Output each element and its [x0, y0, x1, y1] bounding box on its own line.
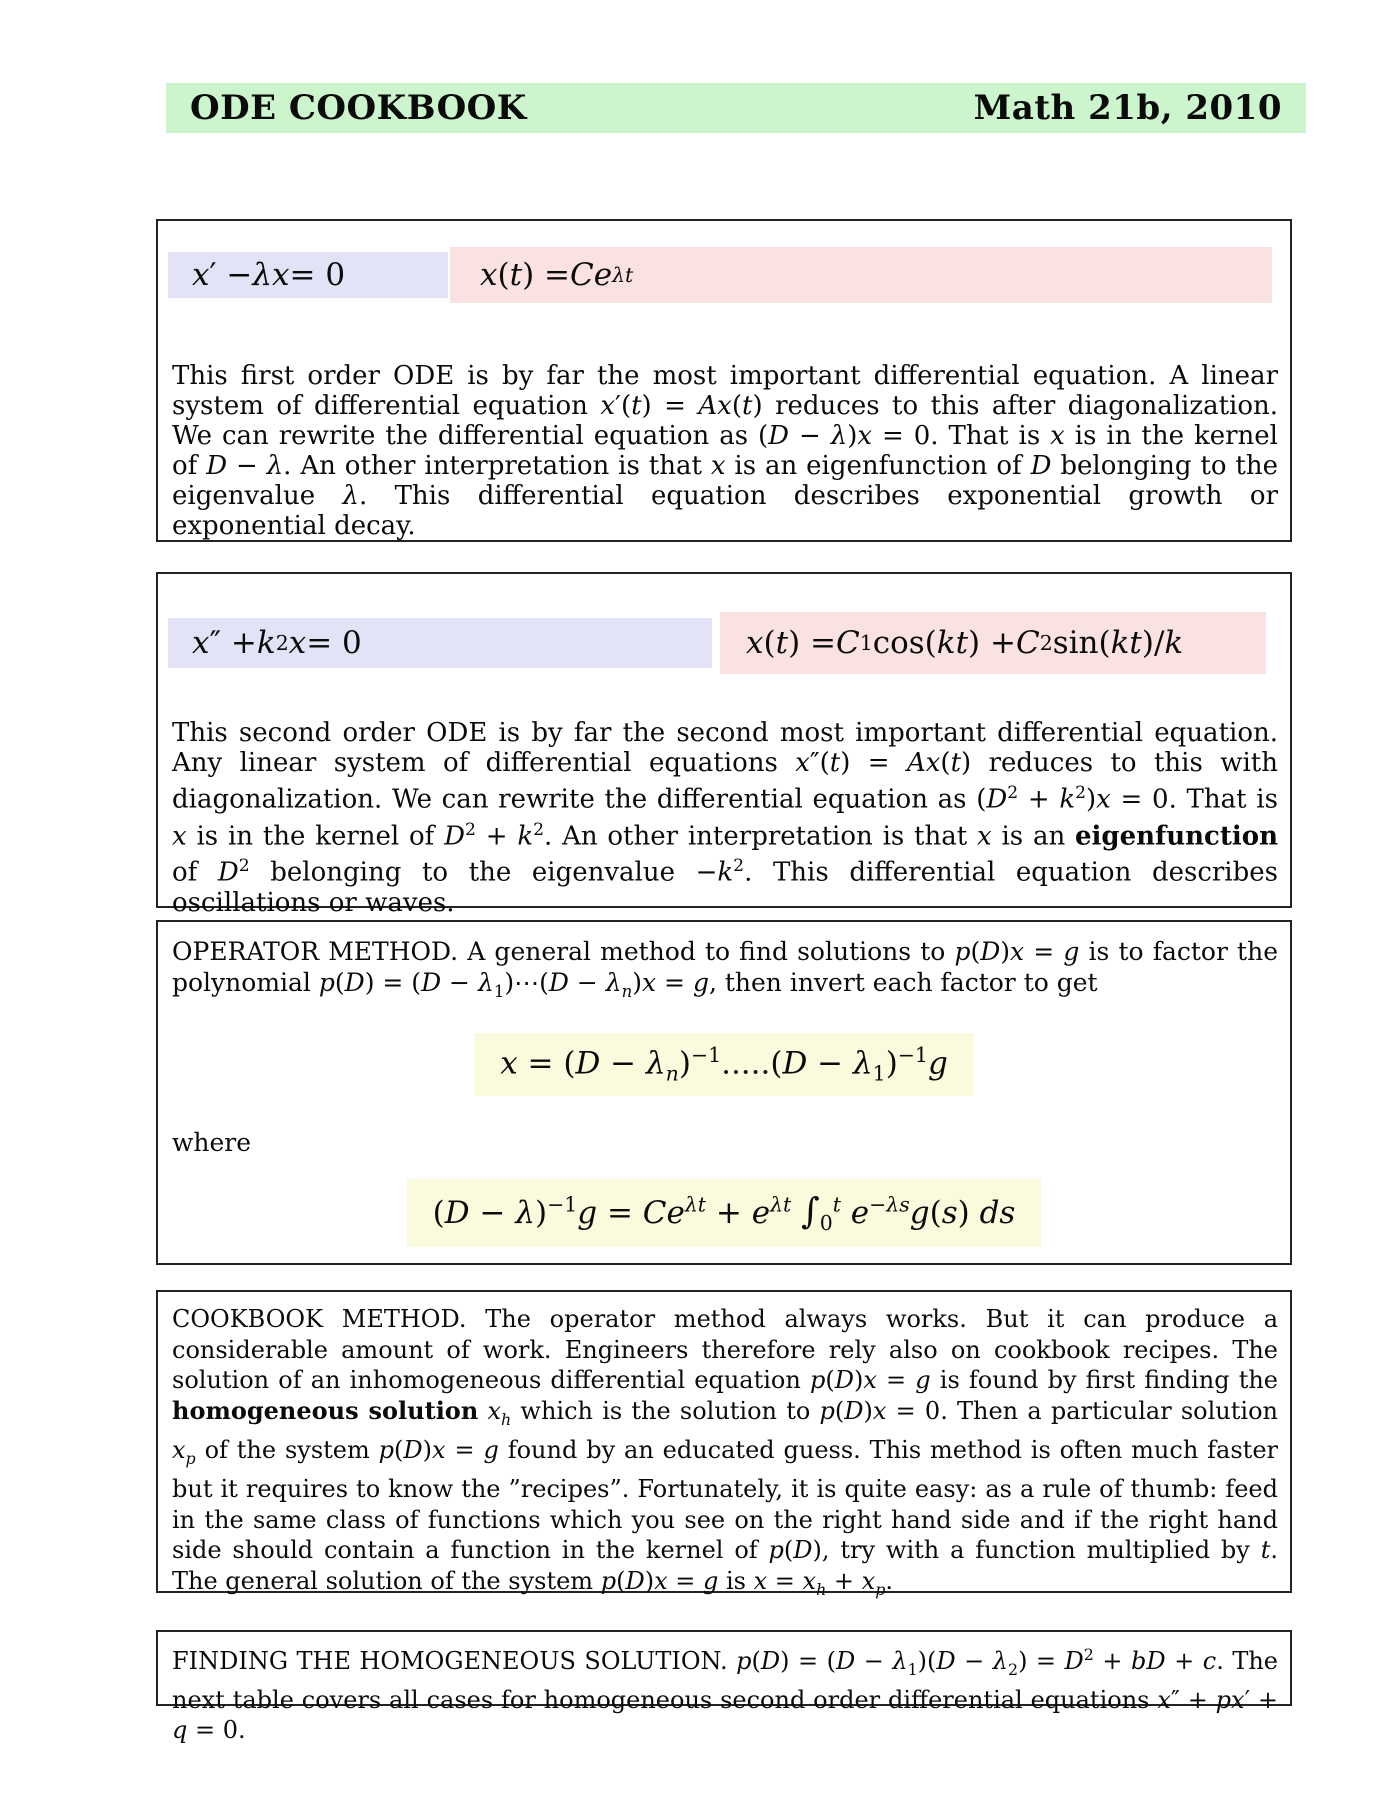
course-label: Math 21b, 2010: [973, 88, 1282, 128]
inverse-factor-formula: $(D - \lambda)^{-1}g = Ce^{\lambda t} + e^{\lambda t}$ $\int_0^t$ $e^{-\lambda s}g(s)$ ds: [407, 1179, 1042, 1247]
document-title: ODE COOKBOOK: [190, 88, 527, 128]
homogeneous-solution-description: FINDING THE HOMOGENEOUS SOLUTION. $p(D) = (D - \lambda_1)(D - \lambda_2) = D^2$ + bD + c. The next table covers all cases for homogeneous second order differential equations x″ + px′ + q = 0.: [172, 1645, 1278, 1744]
first-order-ode-section: [156, 219, 1292, 542]
first-order-equation: x ′ − λx = 0: [168, 252, 448, 298]
second-order-solution: x ( t ) = C 1 cos( kt ) + C 2 sin( kt )/ k: [720, 612, 1266, 674]
second-order-ode-section: [156, 572, 1292, 918]
second-order-equation: x ″ + k 2 x = 0: [168, 618, 712, 668]
operator-inversion-formula: $x = (D - \lambda_n)^{-1}.....(D - \lambda_1)^{-1}g$: [474, 1033, 974, 1096]
homogeneous-solution-section: [156, 1630, 1292, 1744]
where-label: where: [172, 1127, 252, 1157]
cookbook-method-description: COOKBOOK METHOD. The operator method always works. But it can produce a considerable amount of work. Engineers therefore rely also on cookbook recipes. The solution of an inhomogeneous differential equation p(D)x = g is found by first finding the homogeneous solution $x_h$ which is the solution to p(D)x = 0. Then a particular solution $x_p$ of the system p(D)x = g found by an educated guess. This method is often much faster but it requires to know the ”recipes”. Fortunately, it is quite easy: as a rule of thumb: feed in the same class of functions which you see on the right hand side and if the right hand side should contain a function in the kernel of p(D), try with a function multiplied by t. The general solution of the system p(D)x = g is $x = x_h + x_p$.: [172, 1305, 1279, 1599]
equation-row: [168, 612, 1290, 674]
operator-method-intro: OPERATOR METHOD. A general method to find solutions to p(D)x = g is to factor the polynomial $p(D) = (D - \lambda_1)\cdots(D - \lambda_n)x = g$, then invert each factor to get: [172, 937, 1278, 1001]
operator-method-section: [156, 920, 1292, 1265]
equation-row: [168, 247, 1290, 303]
header-bar: [166, 83, 1306, 133]
cookbook-method-section: [156, 1290, 1292, 1599]
first-order-description: This first order ODE is by far the most important differential equation. A linear system of differential equation x′(t) = Ax(t) reduces to this after diagonalization. We can rewrite the differential equation as (D − λ)x = 0. That is x is in the kernel of D − λ. An other interpretation is that x is an eigenfunction of D belonging to the eigenvalue λ. This differential equation describes exponential growth or exponential decay.: [172, 361, 1278, 541]
first-order-solution: x ( t ) = Ce λt: [450, 247, 1272, 303]
second-order-description: This second order ODE is by far the second most important differential equation. Any linear system of differential equations x″(t) = Ax(t) reduces to this with diagonalization. We can rewrite the differential equation as $(D^2 + k^2)x = 0$. That is x is in the kernel of $D^2 + k^2$. An other interpretation is that x is an eigenfunction of $D^2$ belonging to the eigenvalue $-k^2$. This differential equation describes oscillations or waves.: [172, 718, 1278, 918]
